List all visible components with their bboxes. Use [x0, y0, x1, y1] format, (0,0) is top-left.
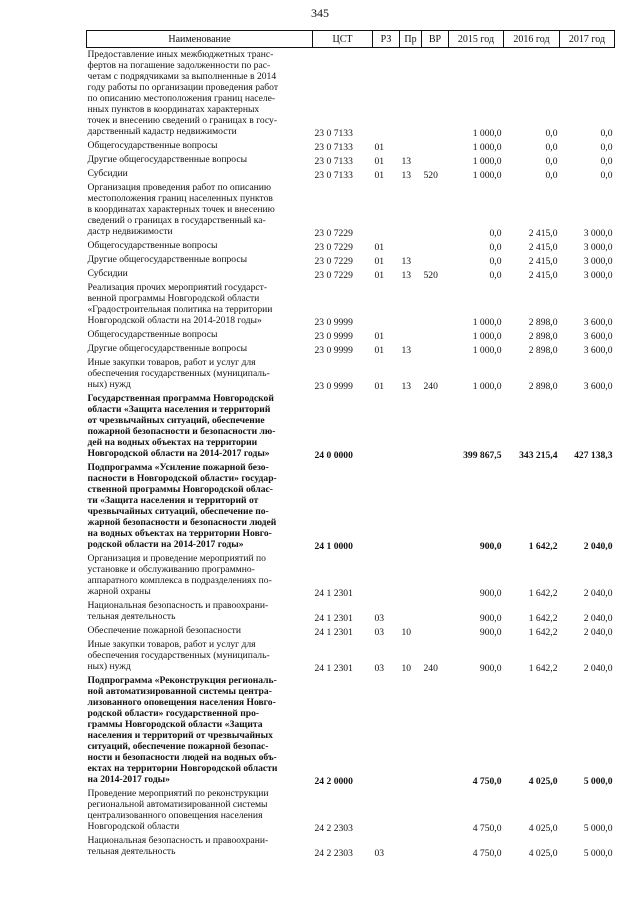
row-value-2017: 3 000,0: [583, 228, 613, 239]
row-pr: 13: [401, 170, 412, 181]
row-vr: [422, 253, 449, 267]
row-pr: [400, 787, 422, 834]
row-vr: 520: [423, 170, 438, 181]
row-value-2016: 4 025,0: [528, 823, 558, 834]
row-value-2016: 1 642,2: [528, 541, 558, 552]
row-value-2015: 0,0: [489, 270, 502, 281]
row-value-2017: 2 040,0: [583, 627, 613, 638]
row-pr: [400, 139, 422, 153]
table-row: [87, 624, 615, 638]
row-rz: [373, 392, 400, 461]
row-value-2017: 5 000,0: [583, 848, 613, 859]
row-value-2015: 1 000,0: [472, 170, 502, 181]
row-value-2016: 2 898,0: [528, 317, 558, 328]
row-name: Другие общегосударственные вопросы: [87, 254, 248, 265]
row-cst: 23 0 7229: [314, 256, 353, 267]
table-row: [87, 342, 615, 356]
table-row: [87, 253, 615, 267]
row-name: Субсидии: [87, 168, 128, 179]
row-value-2015: 900,0: [479, 613, 502, 624]
row-value-2015: 4 750,0: [472, 848, 502, 859]
row-value-2016: 1 642,2: [528, 627, 558, 638]
row-name: Общегосударственные вопросы: [87, 240, 218, 251]
header-vr: ВР: [422, 31, 449, 48]
row-vr: [422, 328, 449, 342]
row-rz: 01: [374, 331, 385, 342]
row-value-2016: 1 642,2: [528, 663, 558, 674]
row-pr: [400, 599, 422, 624]
row-vr: [422, 281, 449, 328]
row-pr: [400, 281, 422, 328]
row-rz: 01: [374, 170, 385, 181]
row-pr: [400, 181, 422, 239]
row-cst: 24 1 2301: [314, 627, 353, 638]
row-value-2016: 2 415,0: [528, 228, 558, 239]
row-rz: 01: [374, 345, 385, 356]
row-name: Общегосударственные вопросы: [87, 140, 218, 151]
row-vr: [422, 239, 449, 253]
row-rz: [373, 48, 400, 140]
row-name: Иные закупки товаров, работ и услуг для обеспечения государственных (муниципаль- ных) нужд: [87, 357, 270, 390]
row-vr: [422, 461, 449, 552]
row-pr: [400, 834, 422, 859]
row-cst: 24 2 2303: [314, 848, 353, 859]
row-value-2017: 3 000,0: [583, 256, 613, 267]
row-value-2016: 2 898,0: [528, 381, 558, 392]
row-name: Организация проведения работ по описанию местоположения границ населенных пунктов в координатах характерных точек и внесению сведений о границах в государственный ка- дастр недвижимости: [87, 182, 275, 237]
row-vr: [422, 48, 449, 140]
row-rz: [373, 281, 400, 328]
budget-table: [86, 30, 615, 859]
row-rz: 01: [374, 256, 385, 267]
row-name: Подпрограмма «Реконструкция региональ- ной автоматизированной системы центра- лизованного оповещения населения Новго- родской области» государственной про- граммы Новгородской области «Защита населения и территорий от чрезвычайных ситуаций, обеспечение пожарной безопас- ности и безопасности людей на водных объ- ектах на территории Новгородской области на 2014-2017 годы»: [87, 675, 278, 785]
row-pr: [400, 674, 422, 787]
row-pr: [400, 552, 422, 599]
row-cst: 24 2 2303: [314, 823, 353, 834]
table-row: [87, 356, 615, 392]
row-rz: 01: [374, 270, 385, 281]
row-rz: [373, 181, 400, 239]
row-rz: 01: [374, 242, 385, 253]
row-pr: [400, 461, 422, 552]
row-value-2015: 1 000,0: [472, 142, 502, 153]
row-pr: 13: [401, 156, 412, 167]
row-name: Иные закупки товаров, работ и услуг для обеспечения государственных (муниципаль- ных) нужд: [87, 639, 270, 672]
header-name: Наименование: [87, 31, 313, 48]
header-2015: 2015 год: [449, 31, 504, 48]
table-header: [87, 31, 615, 48]
row-value-2015: 4 750,0: [472, 776, 502, 787]
table-row: [87, 48, 615, 140]
row-name: Подпрограмма «Усиление пожарной безо- пасности в Новгородской области» государ- ственной программы Новгородской облас- ти «Защита населения и территорий от чрезвычайных ситуаций, обеспечение по- жарной безопасности и безопасности людей на водных объектах на территории Новго- родской области на 2014-2017 годы»: [87, 462, 277, 550]
row-value-2016: 0,0: [545, 170, 558, 181]
row-vr: [422, 342, 449, 356]
table-body: [87, 48, 615, 860]
table-row: [87, 153, 615, 167]
row-value-2015: 900,0: [479, 627, 502, 638]
row-vr: [422, 624, 449, 638]
row-cst: 23 0 7229: [314, 242, 353, 253]
table-row: [87, 181, 615, 239]
row-rz: [373, 787, 400, 834]
table-row: [87, 787, 615, 834]
row-vr: [422, 599, 449, 624]
row-name: Государственная программа Новгородской области «Защита населения и территорий от чрезвычайных ситуаций, обеспечение пожарной безопасности и безопасности лю- дей на водных объектах на территории Новгородской области на 2014-2017 годы»: [87, 393, 276, 459]
row-name: Национальная безопасность и правоохрани- тельная деятельность: [87, 600, 269, 622]
row-vr: 520: [423, 270, 438, 281]
row-pr: 13: [401, 270, 412, 281]
table-row: [87, 599, 615, 624]
row-value-2016: 2 898,0: [528, 345, 558, 356]
row-value-2016: 2 898,0: [528, 331, 558, 342]
row-value-2015: 1 000,0: [472, 331, 502, 342]
row-vr: [422, 139, 449, 153]
table-row: [87, 267, 615, 281]
row-value-2015: 1 000,0: [472, 128, 502, 139]
row-pr: [400, 239, 422, 253]
table-row: [87, 834, 615, 859]
row-value-2015: 0,0: [489, 242, 502, 253]
row-name: Другие общегосударственные вопросы: [87, 343, 248, 354]
row-value-2015: 900,0: [479, 663, 502, 674]
row-value-2016: 4 025,0: [528, 776, 558, 787]
row-name: Реализация прочих мероприятий государст- венной программы Новгородской области «Градостроительная политика на территории Новгородской области на 2014-2018 годы»: [87, 282, 273, 326]
row-cst: 23 0 7229: [314, 228, 353, 239]
header-cst: ЦСТ: [313, 31, 373, 48]
row-value-2015: 1 000,0: [472, 156, 502, 167]
row-value-2017: 3 600,0: [583, 331, 613, 342]
row-value-2016: 2 415,0: [528, 242, 558, 253]
table-row: [87, 167, 615, 181]
row-rz: 01: [374, 156, 385, 167]
row-cst: 23 0 9999: [314, 331, 353, 342]
row-name: Проведение мероприятий по реконструкции региональной автоматизированной системы централизованного оповещения населения Новгородской области: [87, 788, 269, 832]
row-value-2016: 343 215,4: [519, 450, 558, 461]
row-name: Национальная безопасность и правоохрани- тельная деятельность: [87, 835, 269, 857]
row-value-2015: 399 867,5: [463, 450, 502, 461]
row-value-2015: 0,0: [489, 256, 502, 267]
row-value-2017: 2 040,0: [583, 588, 613, 599]
row-value-2017: 2 040,0: [583, 613, 613, 624]
row-pr: 13: [401, 381, 412, 392]
row-rz: [373, 461, 400, 552]
row-value-2017: 5 000,0: [583, 776, 613, 787]
table-row: [87, 328, 615, 342]
row-name: Общегосударственные вопросы: [87, 329, 218, 340]
row-value-2016: 1 642,2: [528, 613, 558, 624]
row-name: Обеспечение пожарной безопасности: [87, 625, 242, 636]
row-vr: [422, 392, 449, 461]
row-value-2015: 1 000,0: [472, 317, 502, 328]
row-pr: [400, 392, 422, 461]
row-rz: 01: [374, 142, 385, 153]
row-value-2015: 1 000,0: [472, 345, 502, 356]
row-cst: 23 0 9999: [314, 345, 353, 356]
row-value-2017: 3 600,0: [583, 345, 613, 356]
row-cst: 23 0 7133: [314, 156, 353, 167]
row-value-2016: 1 642,2: [528, 588, 558, 599]
row-cst: 24 0 0000: [314, 450, 353, 461]
row-value-2017: 3 000,0: [583, 270, 613, 281]
row-value-2017: 0,0: [600, 156, 613, 167]
row-cst: 23 0 7133: [314, 170, 353, 181]
row-vr: [422, 834, 449, 859]
row-value-2016: 2 415,0: [528, 270, 558, 281]
row-pr: 10: [401, 663, 412, 674]
row-vr: [422, 552, 449, 599]
row-cst: 23 0 9999: [314, 317, 353, 328]
row-value-2017: 2 040,0: [583, 663, 613, 674]
row-cst: 24 1 2301: [314, 588, 353, 599]
header-2016: 2016 год: [504, 31, 560, 48]
header-pr: Пр: [400, 31, 422, 48]
row-value-2017: 0,0: [600, 170, 613, 181]
page-number: 345: [311, 6, 329, 20]
table-row: [87, 638, 615, 674]
row-pr: 13: [401, 256, 412, 267]
table-row: [87, 281, 615, 328]
row-cst: 24 1 2301: [314, 663, 353, 674]
row-name: Предоставление иных межбюджетных транс- фертов на погашение задолженности по рас- четам с подрядчиками за выполненные в 2014 году работы по организации проведения работ по описанию местоположения границ населе- нных пунктов в координатах характерных точек и внесению сведений о границах в госу- дарственный кадастр недвижимости: [87, 49, 279, 137]
row-pr: [400, 48, 422, 140]
row-cst: 24 1 0000: [314, 541, 353, 552]
row-value-2017: 3 600,0: [583, 381, 613, 392]
row-pr: [400, 328, 422, 342]
row-name: Организация и проведение мероприятий по установке и обслуживанию программно- аппаратного комплекса в подразделениях по- жарной охраны: [87, 553, 272, 597]
row-rz: 01: [374, 381, 385, 392]
row-value-2016: 0,0: [545, 128, 558, 139]
table-row: [87, 674, 615, 787]
table-row: [87, 139, 615, 153]
row-value-2017: 3 000,0: [583, 242, 613, 253]
row-value-2017: 0,0: [600, 142, 613, 153]
row-pr: 10: [401, 627, 412, 638]
row-value-2017: 427 138,3: [574, 450, 613, 461]
row-value-2016: 2 415,0: [528, 256, 558, 267]
row-cst: 23 0 7229: [314, 270, 353, 281]
row-cst: 23 0 7133: [314, 142, 353, 153]
row-value-2015: 0,0: [489, 228, 502, 239]
row-value-2015: 900,0: [479, 588, 502, 599]
row-value-2016: 4 025,0: [528, 848, 558, 859]
row-rz: 03: [374, 613, 385, 624]
header-2017: 2017 год: [560, 31, 615, 48]
row-vr: [422, 674, 449, 787]
row-name: Другие общегосударственные вопросы: [87, 154, 248, 165]
header-rz: РЗ: [373, 31, 400, 48]
table-row: [87, 239, 615, 253]
table-row: [87, 461, 615, 552]
row-rz: 03: [374, 848, 385, 859]
table-row: [87, 552, 615, 599]
row-rz: [373, 674, 400, 787]
row-rz: 03: [374, 663, 385, 674]
row-rz: [373, 552, 400, 599]
row-value-2016: 0,0: [545, 142, 558, 153]
row-value-2015: 1 000,0: [472, 381, 502, 392]
row-vr: [422, 787, 449, 834]
row-value-2017: 0,0: [600, 128, 613, 139]
row-value-2017: 3 600,0: [583, 317, 613, 328]
row-value-2015: 4 750,0: [472, 823, 502, 834]
row-cst: 24 1 2301: [314, 613, 353, 624]
row-value-2015: 900,0: [479, 541, 502, 552]
row-vr: 240: [423, 381, 438, 392]
row-value-2016: 0,0: [545, 156, 558, 167]
row-vr: [422, 181, 449, 239]
row-name: Субсидии: [87, 268, 128, 279]
table-row: [87, 392, 615, 461]
row-cst: 23 0 7133: [314, 128, 353, 139]
row-vr: [422, 153, 449, 167]
row-value-2017: 2 040,0: [583, 541, 613, 552]
row-pr: 13: [401, 345, 412, 356]
row-rz: 03: [374, 627, 385, 638]
row-cst: 24 2 0000: [314, 776, 353, 787]
row-vr: 240: [423, 663, 438, 674]
row-cst: 23 0 9999: [314, 381, 353, 392]
row-value-2017: 5 000,0: [583, 823, 613, 834]
